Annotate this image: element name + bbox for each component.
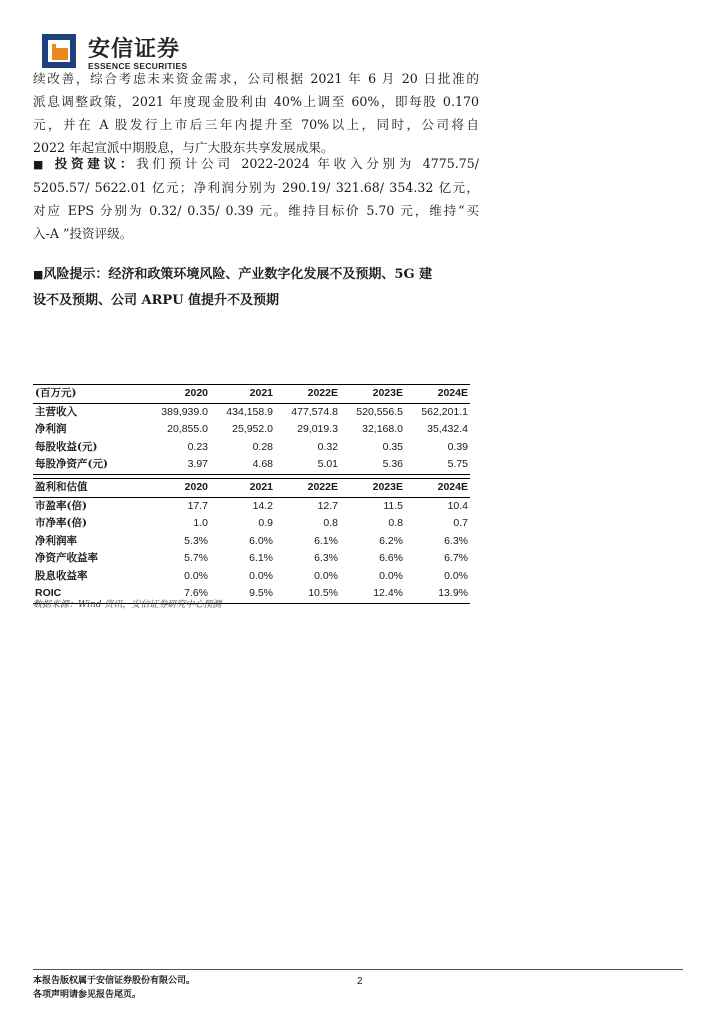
valuation-table — [33, 478, 470, 604]
table-header-row — [33, 479, 470, 498]
table-header-cell: 盈利和估值 — [35, 481, 88, 493]
table-cell: 12.7 — [317, 499, 338, 512]
table-cell: 5.36 — [382, 458, 403, 470]
table-cell: 6.6% — [379, 552, 403, 564]
table-header-cell: (百万元) — [35, 387, 77, 399]
intro-line: 2022 年起宣派中期股息，与广大股东共享发展成果。 — [33, 140, 334, 155]
table-header-cell: 2022E — [307, 481, 338, 493]
investment-line: 5205.57/ 5622.01 亿元；净利润分别为 290.19/ 321.68/ 354.32 亿元， — [33, 180, 479, 195]
table-cell: 25,952.0 — [232, 423, 273, 435]
row-label: ROIC — [35, 587, 62, 599]
table-cell: 389,939.0 — [161, 405, 208, 418]
table-cell: 6.2% — [379, 534, 403, 547]
data-source-note: 数据来源：Wind 资讯，安信证券研究中心预测 — [33, 600, 222, 610]
risk-line — [33, 262, 479, 288]
table-cell: 0.8 — [388, 517, 403, 529]
table-cell: 6.3% — [444, 534, 468, 547]
table-row — [33, 439, 470, 457]
footer-disclaimer — [33, 974, 195, 1002]
table-cell: 4.68 — [252, 458, 273, 470]
intro-line: 续改善，综合考虑未来资金需求，公司根据 2021 年 6 月 20 日批准的 — [33, 71, 479, 86]
footer-copyright: 本报告版权属于安信证券股份有限公司。 — [33, 976, 196, 986]
financials-table — [33, 384, 470, 475]
table-row — [33, 568, 470, 586]
table-cell: 35,432.4 — [427, 423, 468, 435]
intro-line: 派息调整政策，2021 年度现金股利由 40%上调至 60%，即每股 0.170 — [33, 94, 479, 109]
table-cell: 5.7% — [184, 552, 208, 564]
row-label: 主营收入 — [35, 405, 77, 418]
logo-name-cn: 安信证券 — [88, 37, 181, 62]
table-cell: 0.0% — [314, 569, 338, 582]
table-cell: 520,556.5 — [356, 405, 403, 418]
table-cell: 0.39 — [447, 440, 468, 453]
table-cell: 6.7% — [444, 552, 468, 564]
table-cell: 0.35 — [382, 440, 403, 453]
essence-logo-icon — [42, 34, 76, 68]
table-cell: 12.4% — [373, 587, 403, 599]
table-cell: 0.23 — [187, 440, 208, 453]
table-cell: 9.5% — [249, 587, 273, 599]
investment-text: 我们预计公司 2022-2024 年收入分别为 4775.75/ — [136, 156, 479, 171]
table-cell: 477,574.8 — [291, 405, 338, 418]
row-label: 净利润率 — [35, 534, 77, 547]
investment-line: 入-A ”投资评级。 — [33, 226, 133, 241]
table-row — [33, 515, 470, 533]
table-cell: 11.5 — [383, 499, 403, 512]
logo-name-en: ESSENCE SECURITIES — [88, 61, 188, 71]
table-cell: 562,201.1 — [421, 405, 468, 418]
row-label: 市净率(倍) — [35, 517, 87, 529]
bullet-square: ■ — [33, 268, 44, 281]
table-header-cell: 2024E — [437, 481, 468, 493]
risk-text: 风险提示：经济和政策环境风险、产业数字化发展不及预期、5G 建 — [43, 267, 433, 282]
row-label: 每股净资产(元) — [35, 458, 108, 470]
table-cell: 6.0% — [249, 534, 273, 547]
table-cell: 13.9% — [438, 587, 468, 599]
table-cell: 0.32 — [317, 440, 338, 453]
investment-paragraph — [33, 152, 479, 245]
table-cell: 17.7 — [187, 499, 208, 512]
table-header-row — [33, 385, 470, 404]
table-row — [33, 456, 470, 474]
page-number: 2 — [357, 976, 363, 987]
table-cell: 434,158.9 — [226, 405, 273, 418]
row-label: 每股收益(元) — [35, 440, 98, 453]
table-cell: 0.0% — [184, 569, 208, 582]
table-row — [33, 497, 470, 515]
footer-statement: 各项声明请参见报告尾页。 — [33, 990, 142, 1000]
risk-line: 设不及预期、公司 ARPU 值提升不及预期 — [33, 293, 280, 308]
intro-paragraph — [33, 67, 479, 159]
table-cell: 0.0% — [379, 569, 403, 582]
table-cell: 3.97 — [187, 458, 208, 470]
table-header-cell: 2020 — [184, 481, 208, 493]
investment-heading: 投资建议： — [54, 156, 137, 171]
table-row — [33, 421, 470, 439]
investment-line: 对应 EPS 分别为 0.32/ 0.35/ 0.39 元。维持目标价 5.70 元，维持“买 — [33, 203, 479, 218]
investment-line — [33, 152, 479, 176]
table-header-cell: 2022E — [307, 387, 338, 399]
table-row — [33, 533, 470, 551]
table-cell: 7.6% — [184, 587, 208, 599]
table-cell: 10.5% — [308, 587, 338, 599]
table-cell: 6.1% — [314, 534, 338, 547]
table-header-cell: 2020 — [184, 387, 208, 399]
table-cell: 0.0% — [444, 569, 468, 582]
table-cell: 0.9 — [258, 517, 273, 529]
table-cell: 32,168.0 — [362, 423, 403, 435]
table-cell: 5.01 — [317, 458, 338, 470]
table-header-cell: 2024E — [437, 387, 468, 399]
row-label: 净利润 — [35, 423, 67, 435]
table-cell: 5.75 — [447, 458, 468, 470]
table-row — [33, 550, 470, 568]
risk-warning — [33, 262, 479, 314]
table-header-cell: 2023E — [372, 387, 403, 399]
table-cell: 6.1% — [249, 552, 273, 564]
table-cell: 0.8 — [323, 517, 338, 529]
table-cell: 14.2 — [252, 499, 273, 512]
table-cell: 6.3% — [314, 552, 338, 564]
table-header-cell: 2021 — [249, 387, 273, 399]
bullet-square: ■ — [33, 158, 48, 171]
table-cell: 0.28 — [252, 440, 273, 453]
table-cell: 0.7 — [453, 517, 468, 529]
table-cell: 10.4 — [447, 499, 468, 512]
footer-divider — [33, 969, 683, 970]
table-cell: 5.3% — [184, 534, 208, 547]
table-cell: 0.0% — [249, 569, 273, 582]
row-label: 净资产收益率 — [35, 552, 98, 564]
row-label: 市盈率(倍) — [35, 499, 87, 512]
table-cell: 29,019.3 — [297, 423, 338, 435]
table-row — [33, 403, 470, 421]
table-header-cell: 2023E — [372, 481, 403, 493]
row-label: 股息收益率 — [35, 569, 88, 582]
table-header-cell: 2021 — [249, 481, 273, 493]
intro-line: 元，并在 A 股发行上市后三年内提升至 70%以上，同时，公司将自 — [33, 117, 479, 132]
table-cell: 1.0 — [193, 517, 208, 529]
table-cell: 20,855.0 — [167, 423, 208, 435]
